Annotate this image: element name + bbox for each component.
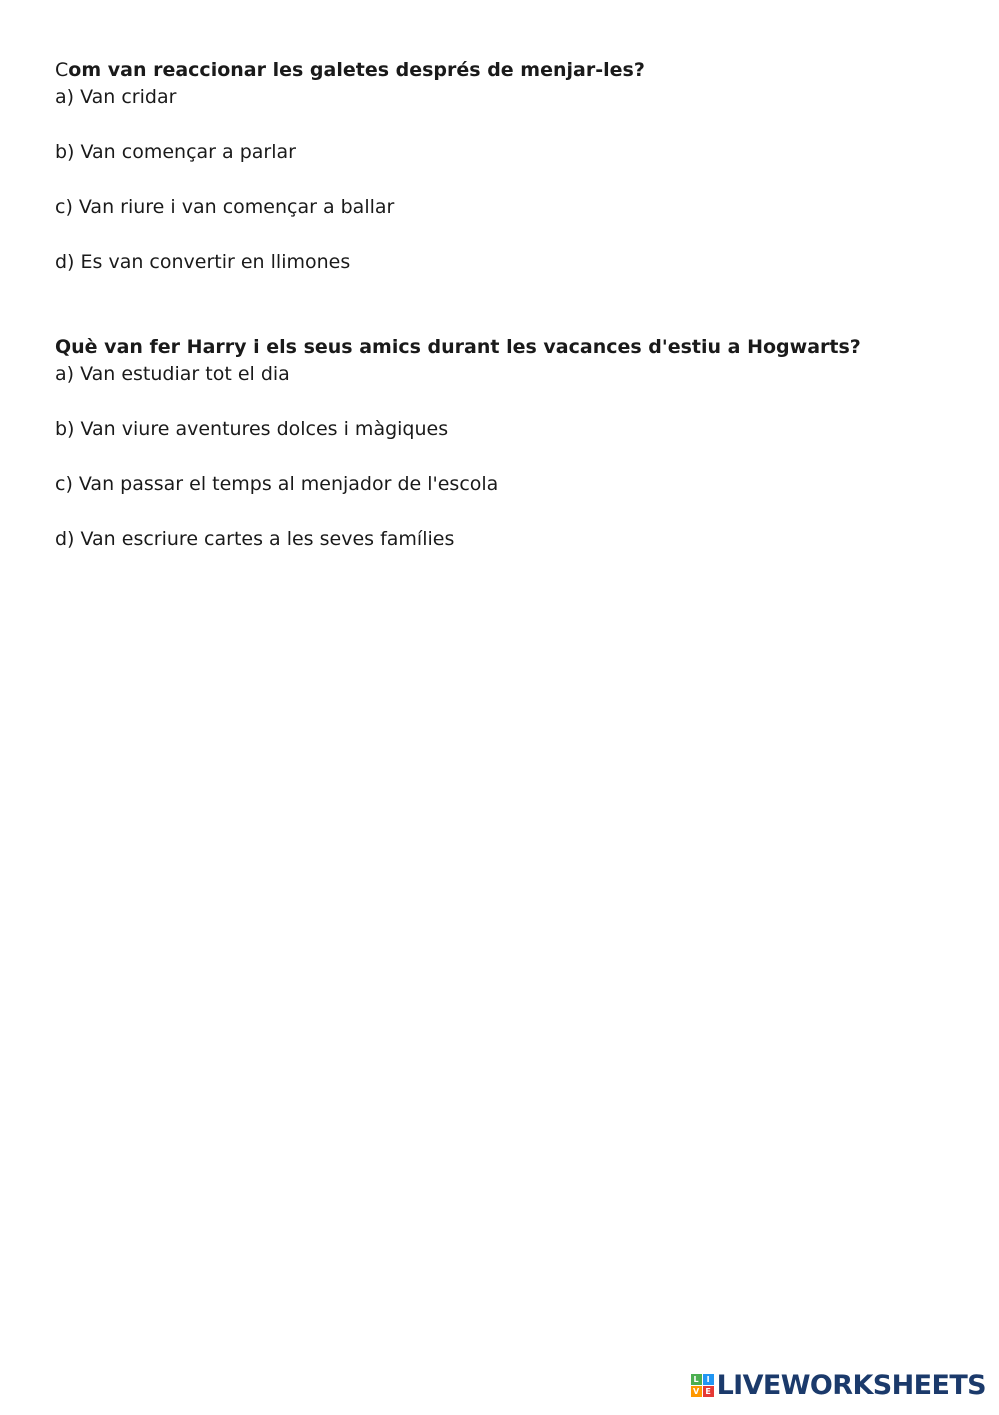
question-block-2 bbox=[55, 334, 955, 553]
logo-mark-v: V bbox=[691, 1386, 702, 1397]
logo-mark-icon bbox=[691, 1374, 714, 1397]
question-1-option-c: c) Van riure i van començar a ballar bbox=[55, 196, 395, 218]
question-1-option-d: d) Es van convertir en llimones bbox=[55, 251, 351, 273]
question-1-rest: om van reaccionar les galetes després de menjar-les? bbox=[68, 59, 645, 81]
question-2-option-c: c) Van passar el temps al menjador de l'escola bbox=[55, 473, 499, 495]
question-1-option-a: a) Van cridar bbox=[55, 86, 177, 108]
question-1-first-letter: C bbox=[55, 59, 69, 81]
question-block-1 bbox=[55, 57, 955, 276]
logo-mark-e: E bbox=[703, 1386, 714, 1397]
logo-mark-l: L bbox=[691, 1374, 702, 1385]
question-2-option-b: b) Van viure aventures dolces i màgiques bbox=[55, 418, 449, 440]
logo-mark-i: I bbox=[703, 1374, 714, 1385]
logo-text: LIVEWORKSHEETS bbox=[716, 1369, 986, 1401]
question-1-title bbox=[55, 57, 955, 84]
question-2-option-d: d) Van escriure cartes a les seves famílies bbox=[55, 528, 455, 550]
question-2-option-a: a) Van estudiar tot el dia bbox=[55, 363, 290, 385]
question-2-title: Què van fer Harry i els seus amics durant les vacances d'estiu a Hogwarts? bbox=[55, 336, 861, 358]
liveworksheets-logo bbox=[691, 1367, 986, 1403]
question-1-option-b: b) Van començar a parlar bbox=[55, 141, 296, 163]
